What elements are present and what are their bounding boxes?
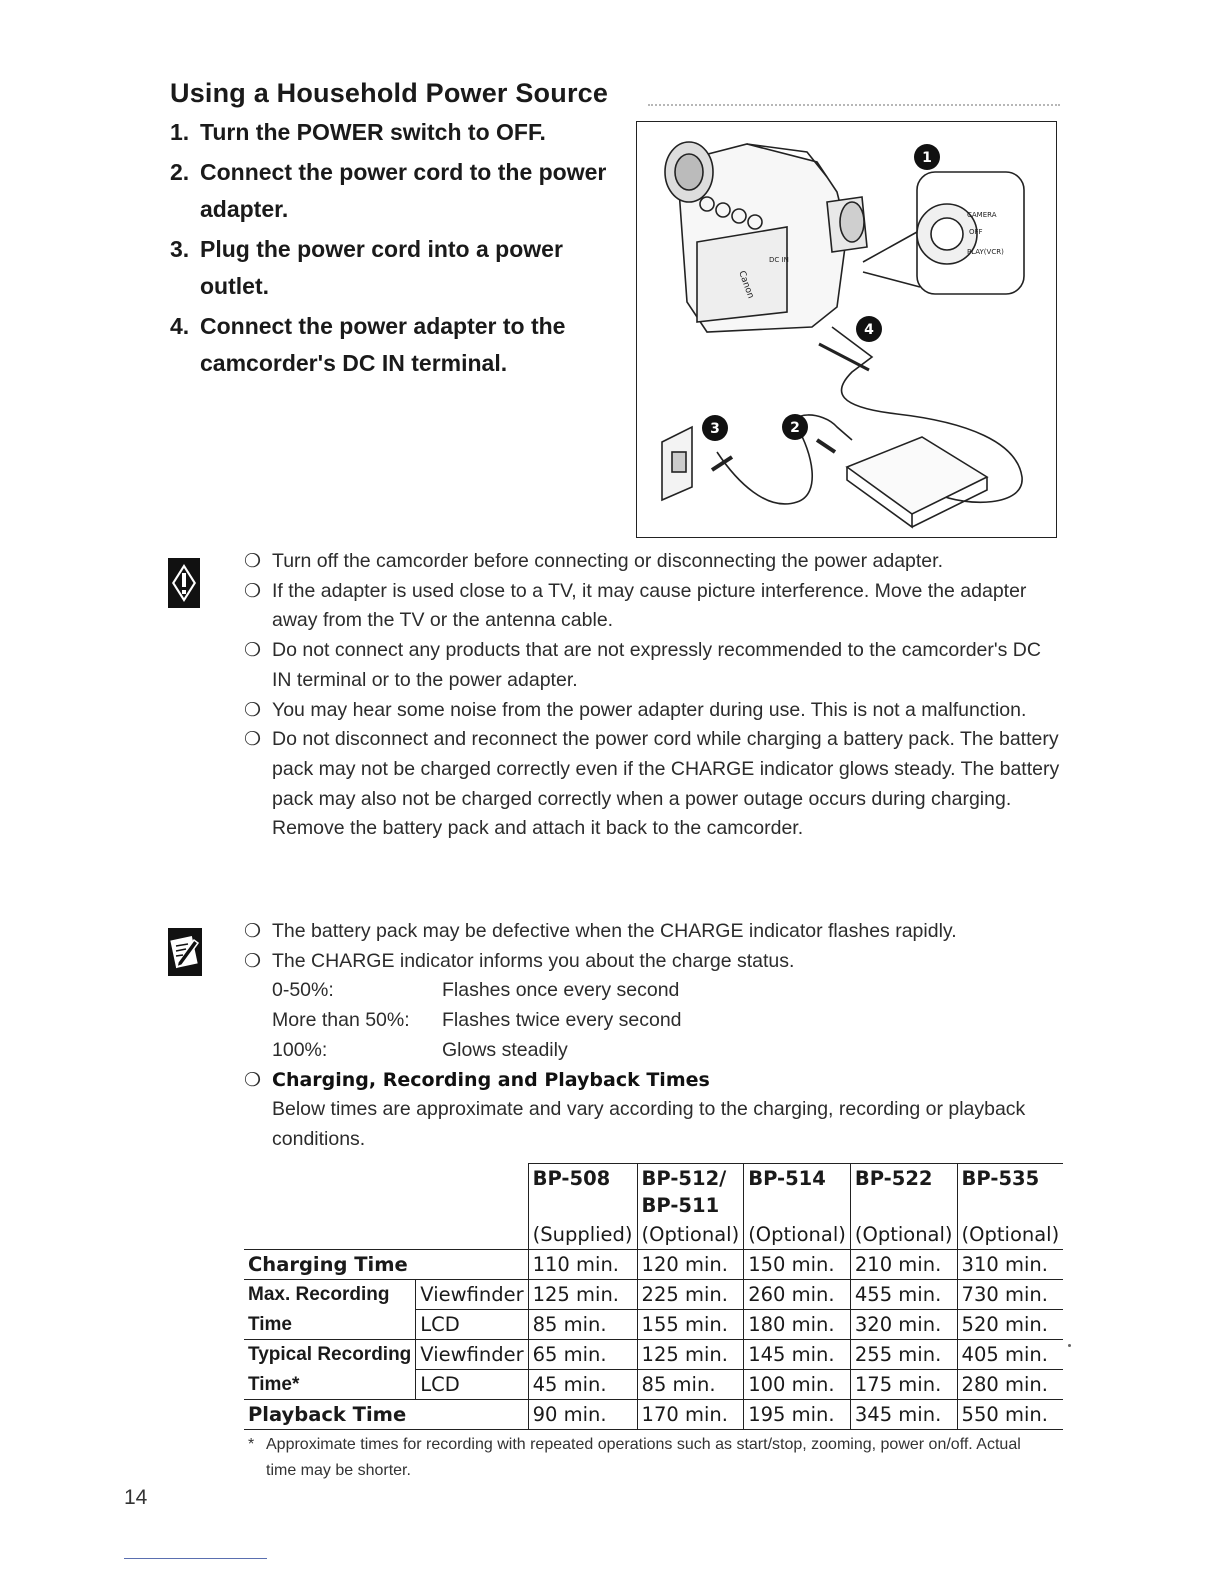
model-type: (Optional) [637,1220,744,1250]
step-number: 2. [170,159,190,185]
table-row: Charging Time 110 min. 120 min. 150 min. 210 min. 310 min. [244,1250,1063,1280]
bullet-icon: ❍ [244,580,262,602]
bullet-icon: ❍ [244,921,262,942]
model-type: (Optional) [957,1220,1063,1250]
camcorder-diagram [637,122,1058,539]
bullet-icon: ❍ [244,699,262,721]
model-header: BP-522 [850,1164,957,1221]
bottom-rule [124,1558,267,1559]
page-number: 14 [124,1486,148,1509]
model-type: (Supplied) [528,1220,637,1250]
svg-text:1: 1 [922,150,932,166]
step-number: 4. [170,313,190,339]
times-intro: Below times are approximate and vary according to the charging, recording or playback conditions. [272,1098,1026,1150]
page-title: Using a Household Power Source [170,78,609,108]
note-item: ❍ The CHARGE indicator informs you about the charge status. [244,947,1064,977]
caution-notes [244,547,1064,844]
svg-text:PLAY(VCR): PLAY(VCR) [967,248,1004,256]
bullet-icon: ❍ [244,729,262,751]
caution-icon [168,558,200,608]
title-rule [648,104,1060,106]
charge-level-row: 0-50%: Flashes once every second [272,979,680,1002]
table-row: Playback Time 90 min. 170 min. 195 min. 345 min. 550 min. [244,1400,1063,1430]
caution-item: ❍ Turn off the camcorder before connecting or disconnecting the power adapter. [244,547,1064,577]
model-header: BP-508 [528,1164,637,1221]
info-notes [244,917,1064,1155]
caution-item: ❍ You may hear some noise from the power adapter during use. This is not a malfunction. [244,696,1064,726]
svg-text:4: 4 [864,322,874,338]
bullet-icon: ❍ [244,950,262,972]
bullet-icon: ❍ [244,1069,262,1091]
battery-times-table [244,1163,1063,1430]
note-item: ❍ The battery pack may be defective when the CHARGE indicator flashes rapidly. [244,917,1064,947]
connection-illustration [636,121,1057,538]
step-text: Connect the power cord to the power adapter. [200,159,607,222]
svg-text:DC IN: DC IN [769,256,789,264]
step-number: 3. [170,236,190,262]
model-type: (Optional) [744,1220,851,1250]
brand-label: Canon [736,269,756,301]
table-row: Max. Recording Viewfinder 125 min. 225 min. 260 min. 455 min. 730 min. [244,1280,1063,1310]
footnote: * Approximate times for recording with repeated operations such as start/stop, zooming, power on/off. Actual time may be shorter. [248,1436,1021,1479]
step-number: 1. [170,119,190,145]
power-adapter [847,437,987,514]
step-item [170,154,630,228]
svg-text:CAMERA: CAMERA [967,211,997,219]
step-item [170,308,630,382]
charge-level-row: 100%: Glows steadily [272,1038,568,1061]
step-item [170,231,630,305]
charge-levels [244,976,1064,1065]
bullet-icon: ❍ [244,551,262,572]
caution-item: ❍ Do not connect any products that are not expressly recommended to the camcorder's DC IN terminal or to the power adapter. [244,636,1064,695]
model-header: BP-535 [957,1164,1063,1221]
table-row: Time LCD 85 min. 155 min. 180 min. 320 min. 520 min. [244,1310,1063,1340]
table-row: Typical Recording Viewfinder 65 min. 125 min. 145 min. 255 min. 405 min. [244,1340,1063,1370]
caution-item: ❍ If the adapter is used close to a TV, it may cause picture interference. Move the adapter away from the TV or the antenna cable. [244,577,1064,636]
svg-text:3: 3 [710,421,720,437]
bullet-icon: ❍ [244,640,262,662]
times-heading: ❍ Charging, Recording and Playback Times [244,1066,1064,1096]
pencil-note-icon [168,928,202,976]
step-text: Plug the power cord into a power outlet. [200,236,563,299]
step-text: Turn the POWER switch to OFF. [200,119,546,145]
charge-level-row: More than 50%: Flashes twice every second [272,1009,682,1032]
model-type: (Optional) [850,1220,957,1250]
model-header: BP-512/ BP-511 [637,1164,744,1221]
model-header: BP-514 [744,1164,851,1221]
svg-text:OFF: OFF [969,228,983,236]
step-text: Connect the power adapter to the camcorder's DC IN terminal. [200,313,566,376]
caution-item: ❍ Do not disconnect and reconnect the power cord while charging a battery pack. The battery pack may not be charged correctly even if the CHARGE indicator glows steady. The battery pack may also not be charged correctly when a power outage occurs during charging. Remove the battery pack and attach it back to the camcorder. [244,725,1064,844]
step-item [170,114,630,151]
stray-dot [1068,1344,1071,1347]
svg-text:2: 2 [790,420,800,436]
table-row: Time* LCD 45 min. 85 min. 100 min. 175 min. 280 min. [244,1370,1063,1400]
steps-list [170,114,630,385]
